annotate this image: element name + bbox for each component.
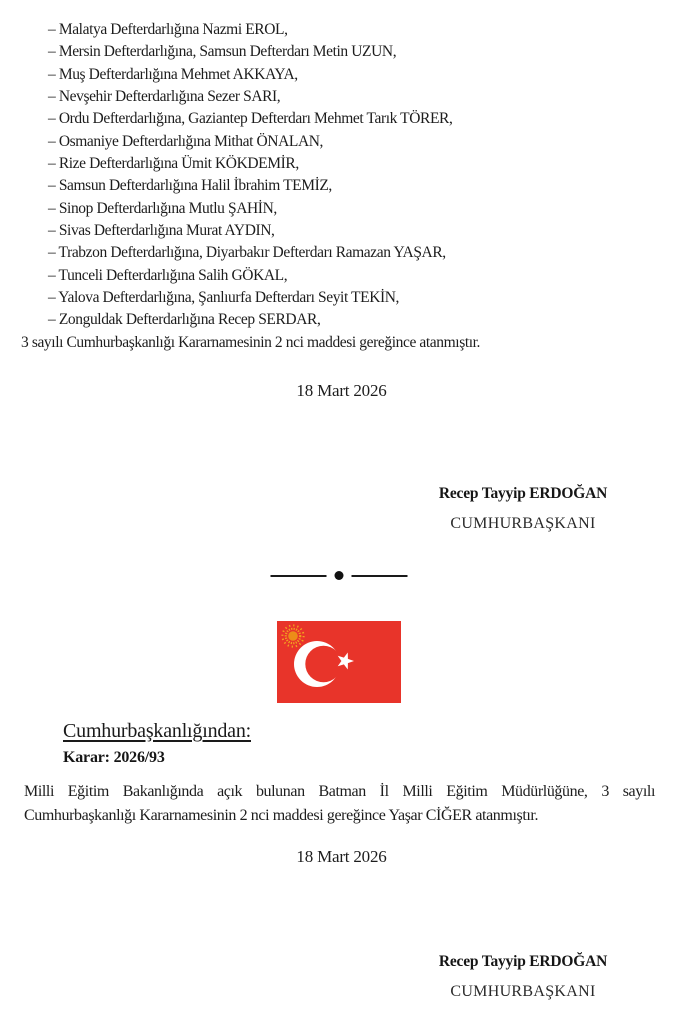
decree-date: 18 Mart 2026 [296, 381, 387, 400]
list-item: – Trabzon Defterdarlığına, Diyarbakır Defterdarı Ramazan YAŞAR, [48, 244, 446, 262]
list-item: – Mersin Defterdarlığına, Samsun Defterdarı Metin UZUN, [48, 43, 397, 61]
signature-title: CUMHURBAŞKANI [450, 515, 596, 532]
list-item: – Tunceli Defterdarlığına Salih GÖKAL, [48, 266, 288, 284]
appointment-list [0, 19, 683, 354]
signature-block [439, 484, 607, 533]
signature-block [439, 952, 607, 1001]
list-item: – Ordu Defterdarlığına, Gaziantep Defterdarı Mehmet Tarık TÖRER, [48, 110, 453, 128]
list-item: – Yalova Defterdarlığına, Şanlıurfa Defterdarı Seyit TEKİN, [48, 288, 400, 306]
list-item: – Muş Defterdarlığına Mehmet AKKAYA, [48, 65, 298, 83]
list-item: – Sinop Defterdarlığına Mutlu ŞAHİN, [48, 199, 277, 217]
turkish-presidential-flag [277, 621, 401, 703]
section-divider [271, 571, 408, 580]
list-item: – Sivas Defterdarlığına Murat AYDIN, [48, 221, 275, 239]
list-item: – Osmaniye Defterdarlığına Mithat ÖNALAN, [48, 132, 324, 150]
divider-dot [335, 571, 344, 580]
decree-source-heading: Cumhurbaşkanlığından: [63, 720, 251, 742]
signature-title: CUMHURBAŞKANI [450, 983, 596, 1000]
decision-number: Karar: 2026/93 [63, 749, 165, 766]
list-item: – Rize Defterdarlığına Ümit KÖKDEMİR, [48, 154, 299, 172]
decree-date: 18 Mart 2026 [296, 847, 387, 866]
closing-statement: 3 sayılı Cumhurbaşkanlığı Kararnamesinin 2 nci maddesi gereğince atanmıştır. [21, 333, 481, 351]
list-item: – Nevşehir Defterdarlığına Sezer SARI, [48, 87, 281, 105]
list-item: – Malatya Defterdarlığına Nazmi EROL, [48, 21, 288, 38]
signature-name: Recep Tayyip ERDOĞAN [438, 953, 608, 970]
list-item: – Zonguldak Defterdarlığına Recep SERDAR, [48, 311, 321, 329]
signature-name: Recep Tayyip ERDOĞAN [438, 485, 608, 502]
divider-line-right [352, 575, 408, 577]
decree-body-text: Milli Eğitim Bakanlığında açık bulunan Batman İl Milli Eğitim Müdürlüğüne, 3 sayılı Cumhurbaşkanlığı Kararnamesinin 2 nci maddesi gereğince Yaşar CİĞER atanmıştır. [24, 783, 655, 824]
divider-line-left [271, 575, 327, 577]
list-item: – Samsun Defterdarlığına Halil İbrahim TEMİZ, [48, 177, 332, 195]
